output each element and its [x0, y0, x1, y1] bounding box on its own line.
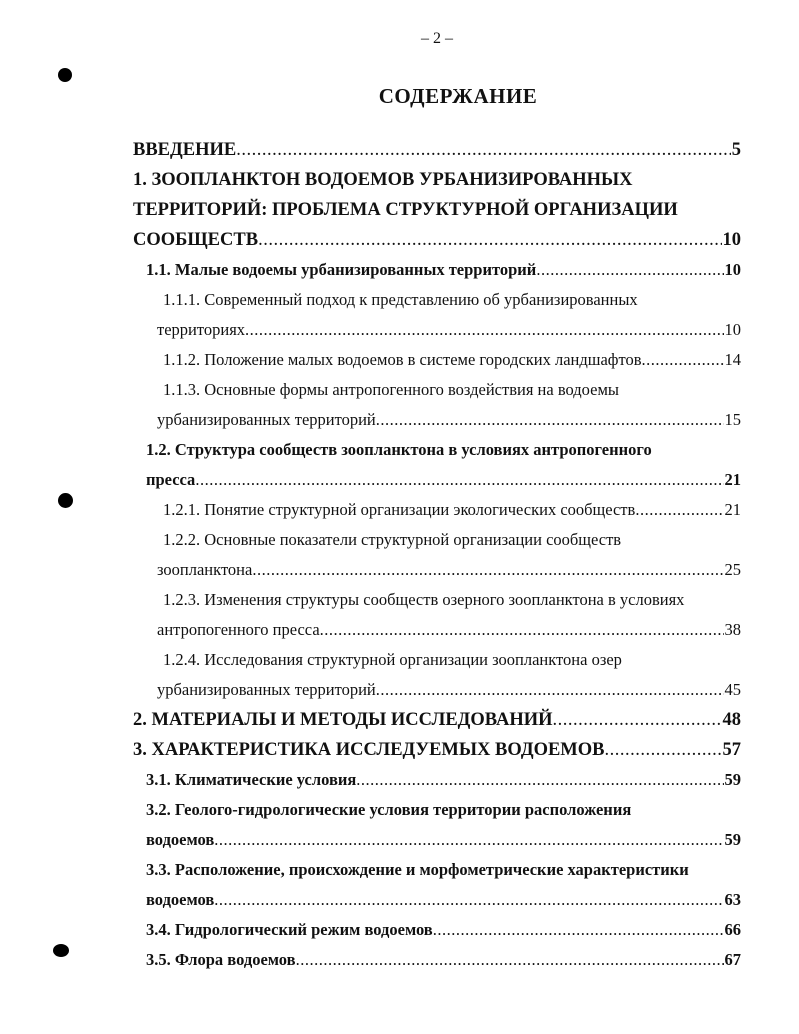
leader-dots: [553, 705, 722, 735]
toc-entry: [133, 525, 741, 585]
toc-entry-text: 1.2.1. Понятие структурной организации экологических сообществ: [163, 500, 636, 519]
toc-entry: [133, 705, 741, 735]
toc-line: [133, 375, 741, 405]
toc-page-number: 57: [722, 740, 741, 760]
toc-line: [133, 645, 741, 675]
toc-page-number: 15: [724, 410, 741, 429]
toc-entry-text: антропогенного пресса: [157, 620, 320, 639]
toc-line: [133, 945, 741, 975]
leader-dots: [635, 495, 723, 525]
toc-page-number: 38: [724, 620, 741, 639]
leader-dots: [376, 675, 724, 705]
toc-line: [133, 705, 741, 735]
toc-line: [133, 735, 741, 765]
toc-entry: [133, 375, 741, 435]
toc-entry-text: 1.2. Структура сообществ зоопланктона в условиях антропогенного: [146, 440, 652, 459]
toc-entry: [133, 435, 741, 495]
toc-entry: [133, 585, 741, 645]
toc-entry-text: водоемов: [146, 890, 215, 909]
scan-mark: [58, 493, 73, 508]
toc-entry-text: ТЕРРИТОРИЙ: ПРОБЛЕМА СТРУКТУРНОЙ ОРГАНИЗАЦИИ: [133, 200, 678, 220]
toc-line: [133, 405, 741, 435]
toc-page-number: 48: [722, 710, 741, 730]
toc-entry-text: 3.2. Геолого-гидрологические условия территории расположения: [146, 800, 632, 819]
toc-entry: [133, 735, 741, 765]
toc-entry: [133, 255, 741, 285]
toc-page-number: 21: [724, 500, 741, 519]
leader-dots: [214, 825, 723, 855]
toc-line: [133, 195, 741, 225]
toc-entry-text: 1.2.3. Изменения структуры сообществ озерного зоопланктона в условиях: [163, 590, 685, 609]
page-title: СОДЕРЖАНИЕ: [378, 84, 538, 108]
toc-page-number: 67: [724, 950, 741, 969]
toc-entry-text: территориях: [157, 320, 246, 339]
toc-page-number: 66: [724, 920, 741, 939]
toc-entry-text: урбанизированных территорий: [157, 410, 376, 429]
toc-line: [133, 495, 741, 525]
toc-page-number: 10: [724, 320, 741, 339]
toc-page-number: 45: [724, 680, 741, 699]
leader-dots: [296, 945, 724, 975]
toc-entry: [133, 285, 741, 345]
toc-line: [133, 345, 741, 375]
leader-dots: [214, 885, 723, 915]
toc-line: [133, 675, 741, 705]
toc-line: [133, 255, 741, 285]
scan-mark: [53, 944, 69, 957]
toc-page-number: 59: [724, 770, 741, 789]
toc-entry-text: водоемов: [146, 830, 215, 849]
toc-page-number: 63: [724, 890, 741, 909]
toc-entry-text: 1.1.3. Основные формы антропогенного воздействия на водоемы: [163, 380, 619, 399]
toc-entry-text: 3.1. Климатические условия: [146, 770, 357, 789]
toc-page-number: 10: [722, 230, 741, 250]
toc-entry-text: СООБЩЕСТВ: [133, 230, 259, 250]
toc-entry-text: 2. МАТЕРИАЛЫ И МЕТОДЫ ИССЛЕДОВАНИЙ: [133, 710, 553, 730]
toc-entry-text: 1.1.1. Современный подход к представлению об урбанизированных: [163, 290, 638, 309]
leader-dots: [236, 135, 731, 165]
toc-line: [133, 285, 741, 315]
toc-line: [133, 795, 741, 825]
leader-dots: [245, 315, 723, 345]
toc-entry: [133, 765, 741, 795]
toc-page-number: 5: [731, 140, 741, 160]
toc-entry-text: 3.3. Расположение, происхождение и морфометрические характеристики: [146, 860, 689, 879]
toc-entry: [133, 345, 741, 375]
leader-dots: [356, 765, 723, 795]
page-number: – 2 –: [421, 30, 453, 47]
toc-entry: [133, 855, 741, 915]
leader-dots: [536, 255, 723, 285]
toc-entry: [133, 135, 741, 165]
leader-dots: [258, 225, 721, 255]
toc-line: [133, 915, 741, 945]
toc-line: [133, 315, 741, 345]
toc-page-number: 14: [724, 350, 741, 369]
toc-page-number: 25: [724, 560, 741, 579]
toc-line: [133, 465, 741, 495]
toc-entry-text: зоопланктона: [157, 560, 253, 579]
toc-entry-text: 1.1.2. Положение малых водоемов в системе городских ландшафтов: [163, 350, 642, 369]
leader-dots: [605, 735, 722, 765]
toc-entry: [133, 915, 741, 945]
toc-page-number: 10: [724, 260, 741, 279]
toc-line: [133, 615, 741, 645]
toc-entry: [133, 945, 741, 975]
leader-dots: [376, 405, 724, 435]
toc-entry: [133, 495, 741, 525]
toc-page-number: 59: [724, 830, 741, 849]
toc-line: [133, 555, 741, 585]
toc-entry: [133, 165, 741, 255]
scan-mark: [58, 68, 72, 82]
leader-dots: [195, 465, 723, 495]
toc-entry: [133, 795, 741, 855]
toc-line: [133, 525, 741, 555]
toc-entry-text: ВВЕДЕНИЕ: [133, 140, 237, 160]
toc-line: [133, 435, 741, 465]
toc-line: [133, 165, 741, 195]
toc-entry-text: урбанизированных территорий: [157, 680, 376, 699]
toc-entry: [133, 645, 741, 705]
toc-page-number: 21: [724, 470, 741, 489]
table-of-contents: [133, 135, 741, 975]
toc-entry-text: 3.5. Флора водоемов: [146, 950, 296, 969]
toc-line: [133, 885, 741, 915]
toc-entry-text: 1. ЗООПЛАНКТОН ВОДОЕМОВ УРБАНИЗИРОВАННЫХ: [133, 170, 633, 190]
toc-entry-text: 1.2.4. Исследования структурной организации зоопланктона озер: [163, 650, 622, 669]
toc-entry-text: 3. ХАРАКТЕРИСТИКА ИССЛЕДУЕМЫХ ВОДОЕМОВ: [133, 740, 605, 760]
toc-line: [133, 825, 741, 855]
toc-line: [133, 135, 741, 165]
toc-line: [133, 765, 741, 795]
leader-dots: [433, 915, 724, 945]
toc-entry-text: пресса: [146, 470, 196, 489]
leader-dots: [252, 555, 723, 585]
toc-line: [133, 225, 741, 255]
leader-dots: [320, 615, 724, 645]
toc-entry-text: 1.2.2. Основные показатели структурной организации сообществ: [163, 530, 622, 549]
toc-line: [133, 855, 741, 885]
toc-line: [133, 585, 741, 615]
leader-dots: [642, 345, 724, 375]
toc-entry-text: 3.4. Гидрологический режим водоемов: [146, 920, 433, 939]
toc-entry-text: 1.1. Малые водоемы урбанизированных территорий: [146, 260, 537, 279]
